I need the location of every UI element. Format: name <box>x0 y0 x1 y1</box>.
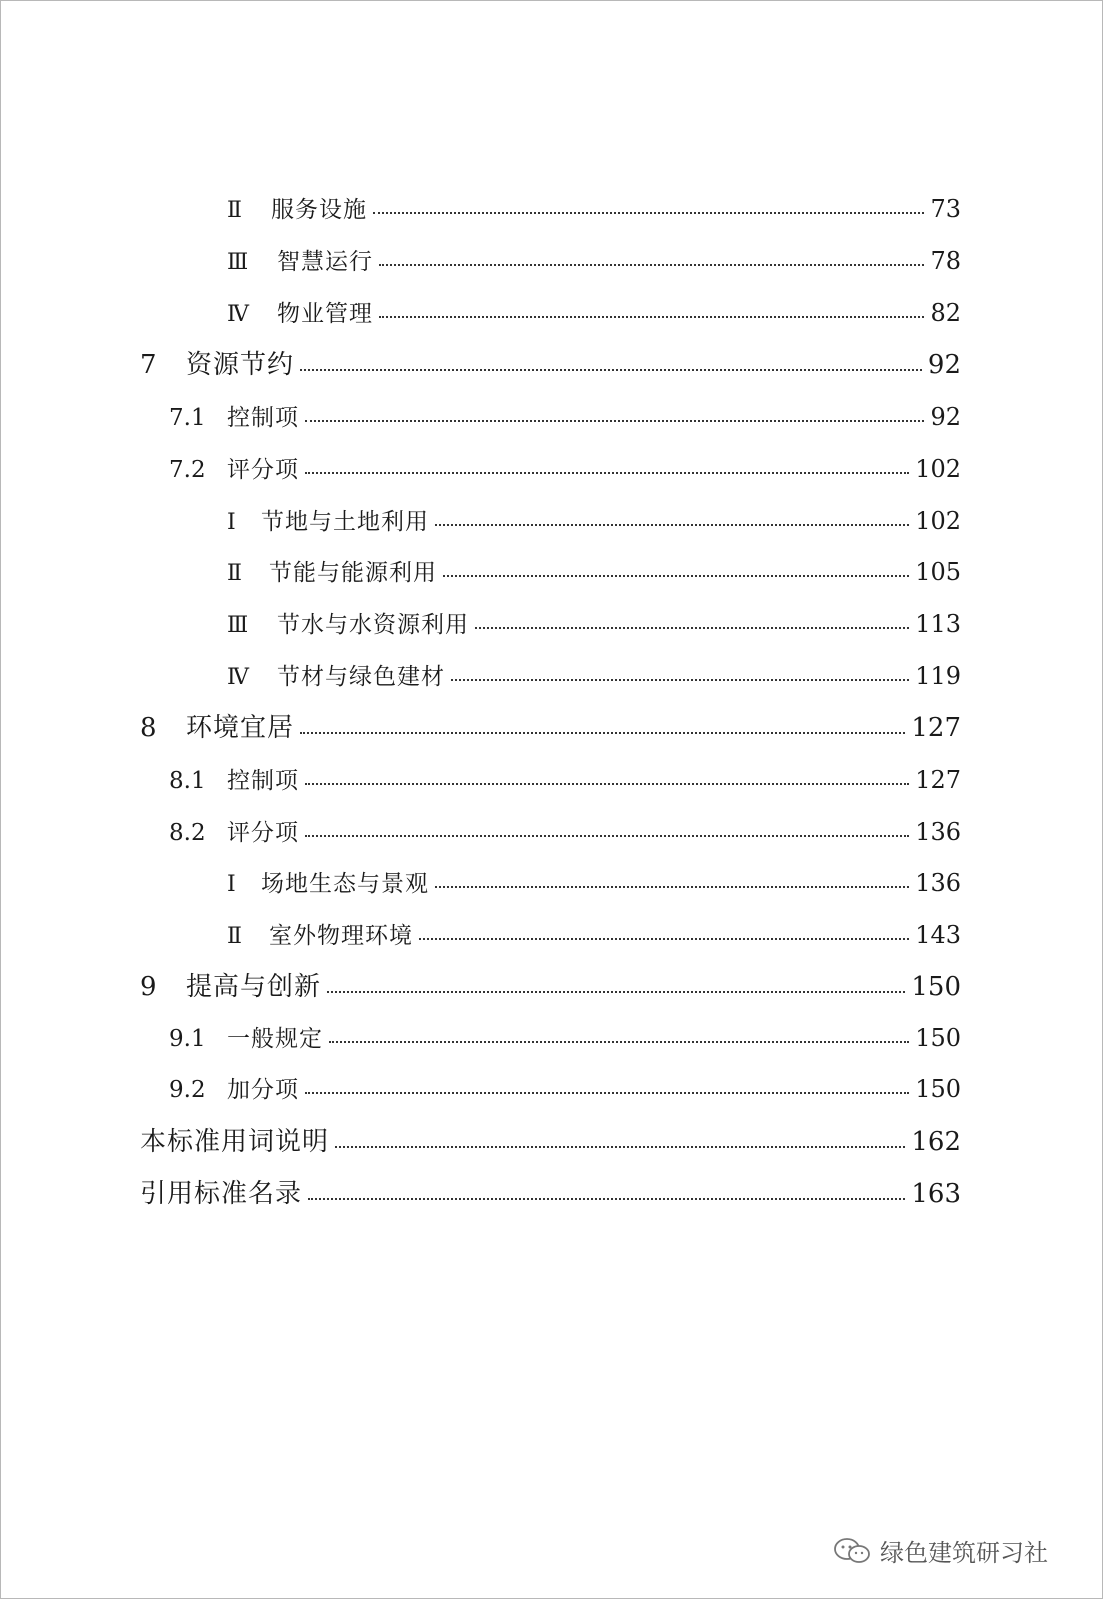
dot-leader <box>379 264 924 266</box>
dot-leader <box>435 524 909 526</box>
toc-entry-title: 节材与绿色建材 <box>277 664 445 690</box>
toc-entry-number: 8.2 <box>169 820 206 846</box>
toc-section <box>169 814 961 847</box>
toc-entry-page: 102 <box>915 455 961 483</box>
toc-entry <box>227 658 961 691</box>
toc-entry-number: Ⅱ <box>227 924 242 949</box>
toc-entry-number: 7 <box>140 350 157 380</box>
toc-entry-title: 资源节约 <box>186 350 295 380</box>
toc-entry-number: 9.2 <box>169 1077 206 1103</box>
toc-entry-title: 引用标准名录 <box>140 1179 303 1209</box>
dot-leader <box>379 316 924 318</box>
toc-entry-number: Ⅱ <box>227 198 242 223</box>
dot-leader <box>335 1146 905 1148</box>
toc-entry <box>227 865 961 898</box>
dot-leader <box>327 991 905 993</box>
toc-entry-number: 8.1 <box>169 768 206 794</box>
dot-leader <box>305 1092 909 1094</box>
toc-chapter <box>140 966 961 1003</box>
toc-entry <box>227 917 961 950</box>
toc-entry-page: 92 <box>930 403 961 431</box>
dot-leader <box>419 938 909 940</box>
dot-leader <box>435 886 909 888</box>
toc-entry <box>227 243 961 276</box>
dot-leader <box>475 627 909 629</box>
toc-entry-number: Ⅳ <box>227 665 249 690</box>
dot-leader <box>308 1198 905 1200</box>
toc-entry-page: 102 <box>915 507 961 535</box>
dot-leader <box>305 783 909 785</box>
toc-entry-title: 场地生态与景观 <box>261 871 429 897</box>
toc-chapter <box>140 707 961 744</box>
toc-entry-page: 150 <box>915 1075 961 1103</box>
toc-entry-number: Ⅱ <box>227 561 242 586</box>
toc-entry-number: 9 <box>140 972 157 1002</box>
toc-chapter <box>140 344 961 381</box>
toc-entry-title: 节水与水资源利用 <box>277 612 469 638</box>
toc-entry-page: 162 <box>911 1127 961 1157</box>
toc-section <box>169 399 961 432</box>
toc-entry-title: 节地与土地利用 <box>261 509 429 535</box>
dot-leader <box>373 212 924 214</box>
dot-leader <box>300 732 905 734</box>
toc-entry-page: 78 <box>930 247 961 275</box>
toc-entry-title: 评分项 <box>227 820 299 846</box>
toc-entry-number: Ⅰ <box>227 872 236 897</box>
toc-entry-title: 控制项 <box>227 768 299 794</box>
toc-entry-number: Ⅳ <box>227 302 249 327</box>
toc-entry-page: 113 <box>915 610 961 638</box>
toc-appendix <box>140 1173 961 1210</box>
watermark <box>832 1533 1048 1568</box>
toc-entry-page: 105 <box>915 558 961 586</box>
toc-entry-number: 7.2 <box>169 457 206 483</box>
toc-entry <box>227 295 961 328</box>
toc-entry <box>227 606 961 639</box>
toc-entry-title: 一般规定 <box>227 1026 323 1052</box>
dot-leader <box>300 369 922 371</box>
toc-entry-title: 服务设施 <box>271 197 367 223</box>
dot-leader <box>305 420 924 422</box>
toc-entry <box>227 554 961 587</box>
toc-entry-title: 提高与创新 <box>186 972 322 1002</box>
toc-entry <box>227 503 961 536</box>
toc-entry-page: 92 <box>927 350 961 380</box>
watermark-text: 绿色建筑研习社 <box>880 1539 1048 1567</box>
toc-entry-title: 评分项 <box>227 457 299 483</box>
toc-entry-number: Ⅲ <box>227 613 249 638</box>
dot-leader <box>305 472 909 474</box>
toc-entry-title: 物业管理 <box>277 301 373 327</box>
toc-entry-number: 9.1 <box>169 1026 206 1052</box>
toc-entry-title: 本标准用词说明 <box>140 1127 330 1157</box>
toc-entry-page: 127 <box>911 713 961 743</box>
toc-entry-page: 163 <box>911 1179 961 1209</box>
dot-leader <box>305 835 909 837</box>
toc-entry-number: 7.1 <box>169 405 206 431</box>
toc-entry-page: 119 <box>915 662 961 690</box>
toc-entry-title: 智慧运行 <box>277 249 373 275</box>
wechat-icon <box>832 1536 872 1566</box>
toc-entry-page: 136 <box>915 869 961 897</box>
toc-section <box>169 1020 961 1053</box>
toc-entry-title: 控制项 <box>227 405 299 431</box>
toc-section <box>169 1071 961 1104</box>
toc-section <box>169 451 961 484</box>
toc-entry <box>227 191 961 224</box>
dot-leader <box>451 679 909 681</box>
dot-leader <box>443 575 909 577</box>
toc-entry-page: 150 <box>915 1024 961 1052</box>
toc-appendix <box>140 1121 961 1158</box>
toc-entry-page: 150 <box>911 972 961 1002</box>
toc-section <box>169 762 961 795</box>
toc-entry-title: 节能与能源利用 <box>269 560 437 586</box>
toc-entry-title: 环境宜居 <box>186 713 295 743</box>
toc-entry-title: 室外物理环境 <box>269 923 413 949</box>
toc-entry-page: 136 <box>915 818 961 846</box>
dot-leader <box>329 1041 909 1043</box>
toc-entry-page: 127 <box>915 766 961 794</box>
toc-entry-page: 82 <box>930 299 961 327</box>
toc-entry-page: 73 <box>930 195 961 223</box>
toc-entry-page: 143 <box>915 921 961 949</box>
toc-entry-number: 8 <box>140 713 157 743</box>
toc-entry-number: Ⅰ <box>227 510 236 535</box>
toc-entry-title: 加分项 <box>227 1077 299 1103</box>
toc-entry-number: Ⅲ <box>227 250 249 275</box>
